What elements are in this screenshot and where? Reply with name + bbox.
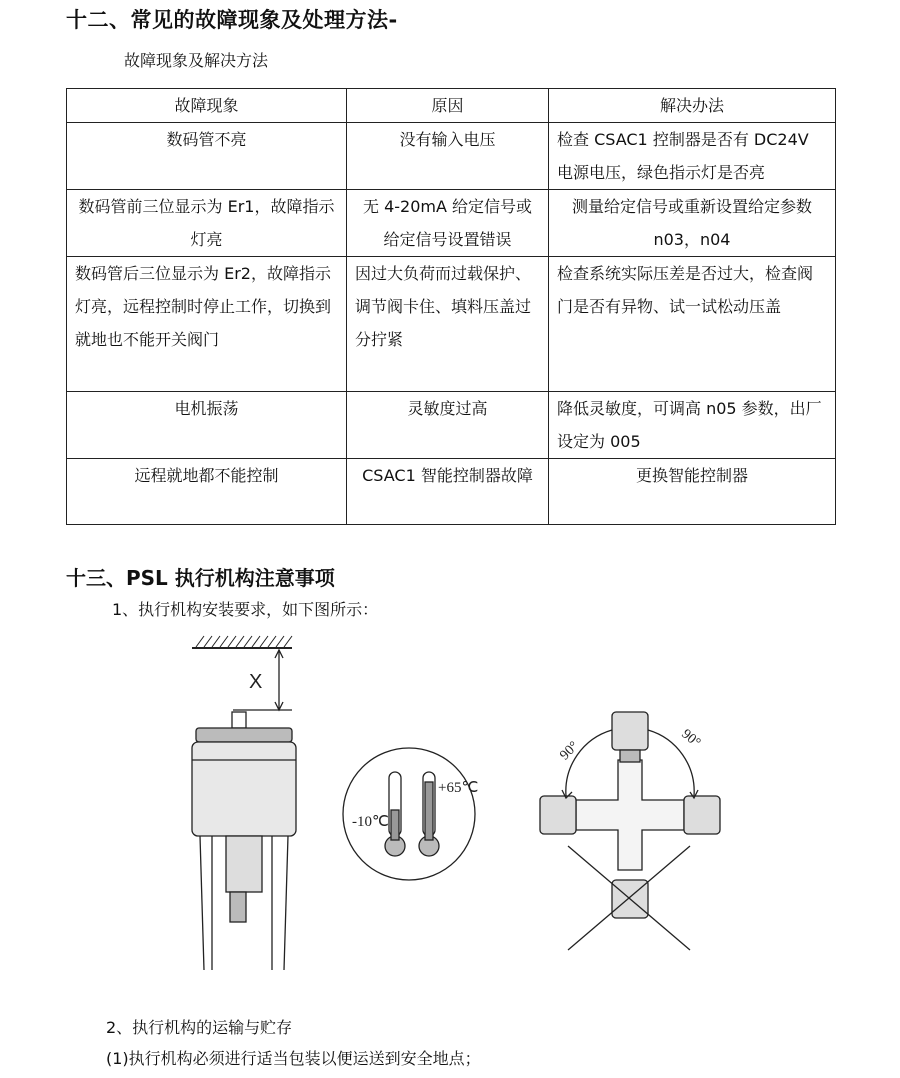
symptom-cell: 数码管前三位显示为 Er1，故障指示灯亮: [67, 190, 347, 257]
clearance-label: X: [249, 671, 263, 693]
header-cause: 原因: [347, 89, 549, 123]
cause-cell: 无 4-20mA 给定信号或给定信号设置错误: [347, 190, 549, 257]
symptom-cell: 数码管不亮: [67, 123, 347, 190]
cause-cell: 没有输入电压: [347, 123, 549, 190]
symptom-cell: 电机振荡: [67, 392, 347, 459]
symptom-cell: 远程就地都不能控制: [67, 459, 347, 525]
symptom-cell: 数码管后三位显示为 Er2，故障指示灯亮，远程控制时停止工作，切换到就地也不能开关阀门: [67, 257, 347, 392]
high-temp-label: +65℃: [438, 780, 479, 796]
install-requirement-text: 1、执行机构安装要求，如下图所示：: [112, 600, 379, 619]
actuator-clearance-diagram: [192, 636, 296, 970]
cause-cell: 灵敏度过高: [347, 392, 549, 459]
section-12-title: 十二、常见的故障现象及处理方法-: [66, 8, 398, 32]
solution-cell: 检查系统实际压差是否过大，检查阀门是否有异物、试一试松动压盖: [549, 257, 836, 392]
cause-cell: CSAC1 智能控制器故障: [347, 459, 549, 525]
angle-left-label: 90°: [557, 738, 582, 764]
section-13-title: 十三、PSL 执行机构注意事项: [66, 566, 335, 590]
solution-cell: 更换智能控制器: [549, 459, 836, 525]
header-solution: 解决办法: [549, 89, 836, 123]
angle-right-label: 90°: [678, 726, 704, 751]
table-caption: 故障现象及解决方法: [124, 51, 269, 70]
solution-cell: 检查 CSAC1 控制器是否有 DC24V 电源电压，绿色指示灯是否亮: [549, 123, 836, 190]
header-symptom: 故障现象: [67, 89, 347, 123]
cause-cell: 因过大负荷而过载保护、调节阀卡住、填料压盖过分拧紧: [347, 257, 549, 392]
solution-cell: 测量给定信号或重新设置给定参数 n03，n04: [549, 190, 836, 257]
low-temp-label: -10℃: [352, 814, 389, 830]
transport-packaging-text: (1)执行机构必须进行适当包装以便运送到安全地点；: [106, 1049, 481, 1068]
solution-cell: 降低灵敏度，可调高 n05 参数，出厂设定为 005: [549, 392, 836, 459]
transport-storage-heading: 2、执行机构的运输与贮存: [106, 1018, 293, 1037]
